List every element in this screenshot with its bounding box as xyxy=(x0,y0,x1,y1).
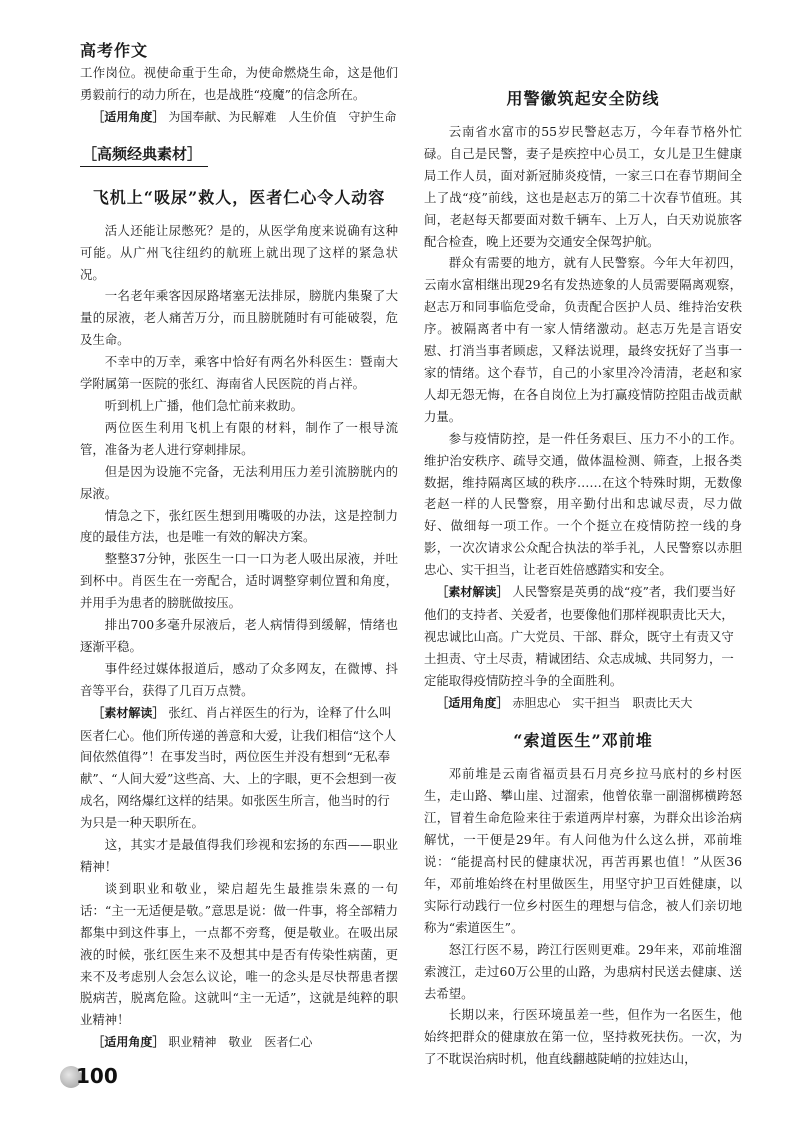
article-title-cable-doctor: “索道医生”邓前堆 xyxy=(513,731,653,751)
right-interp-text: 人民警察是英勇的战“疫”者，我们要当好他们的支持者、关爱者，也要像他们那样视职责比天大，视忠诚比山高。广大党员、干部、群众，既守土有责又守土担责、守土尽责，精诚团结、众志成城、共同努力，一定能取得疫情防控斗争的全面胜利。 xyxy=(424,584,736,688)
left-interp-label: ［素材解读］ xyxy=(92,705,165,720)
article-title-police: 用警徽筑起安全防线 xyxy=(506,89,660,108)
closing-applicable-angle xyxy=(80,1031,398,1054)
right-column xyxy=(424,86,742,1070)
left-paragraph-9: 排出700多毫升尿液后，老人病情得到缓解，情绪也逐渐平稳。 xyxy=(80,617,398,654)
right-paragraph-5: 怒江行医不易，跨江行医则更难。29年来，邓前堆溜索渡江，走过60万公里的山路，为患病村民送去健康、送去希望。 xyxy=(424,941,742,1001)
right-paragraph-2: 群众有需要的地方，就有人民警察。今年大年初四，云南水富相继出现29名有发热迹象的人员需要隔离观察，赵志万和同事临危受命，负责配合医护人员、维持治安秩序。被隔离者中有一家人情绪激动。赵志万先是言语安慰、打消当事者顾虑，又释法说理，最终安抚好了当事一家的情绪。这个春节，自己的小家里冷冷清清，老赵和家人却无怨无悔，在各自岗位上为打赢疫情防控阻击战贡献力量。 xyxy=(424,255,742,424)
intro-tag-text: 为国奉献、为民解难 人生价值 守护生命 xyxy=(168,109,397,124)
left-paragraph-5: 两位医生利用飞机上有限的材料，制作了一根导流管，准备为老人进行穿刺排尿。 xyxy=(80,419,398,457)
right-applicable-angle xyxy=(424,692,742,715)
right-paragraph-1: 云南省水富市的55岁民警赵志万，今年春节格外忙碌。自己是民警，妻子是疾控中心员工，女儿是卫生健康局工作人员，面对新冠肺炎疫情，一家三口在春节期间全上了战“疫”前线，这也是赵志万的第二十次春节值班。其间，老赵每天都要面对数千辆车、上万人，白天劝说旅客配合检查，晚上还要为交通安全保驾护航。 xyxy=(424,124,742,249)
right-paragraph-4: 邓前堆是云南省福贡县石月亮乡拉马底村的乡村医生，走山路、攀山崖、过溜索，他曾依靠一副溜梆横跨怒江，冒着生命危险来往于索道两岸村寨，为群众出诊治病解忧，一干便是29年。有人问他为什么这么拼，邓前堆说：“能提高村民的健康状况，再苦再累也值！”从医36年，邓前堆始终在村里做医生，用坚守护卫百姓健康，以实际行动践行一位乡村医生的理想与信念，被人们亲切地称为“索道医生”。 xyxy=(424,766,742,935)
left-interp-text: 张红、肖占祥医生的行为，诠释了什么叫医者仁心。他们所传递的善意和大爱，让我们相信“这个人间依然值得”！在事发当时，两位医生并没有想到“无私奉献”、“人间大爱”这些高、大、上的字眼，更不会想到一夜成名，网络爆红这样的结果。如张医生所言，他当时的行为只是一种天职所在。 xyxy=(80,704,397,831)
right-interp-label: ［素材解读］ xyxy=(436,585,509,600)
section-label: ［高频经典素材］ xyxy=(80,141,208,167)
right-tag-label: ［适用角度］ xyxy=(436,695,509,710)
left-paragraph-1: 活人还能让尿憋死？是的，从医学角度来说确有这种可能。从广州飞往纽约的航班上就出现了这样的紧急状况。 xyxy=(80,222,398,282)
left-interpretation xyxy=(80,702,398,834)
closing-tag-label: ［适用角度］ xyxy=(92,1035,165,1050)
page-folio xyxy=(60,1062,118,1092)
left-closing-2: 谈到职业和敬业，梁启超先生最推崇朱熹的一句话：“主一无适便是敬。”意思是说：做一件事，将全部精力都集中到这件事上，一点都不旁骛，便是敬业。在吸出尿液的时候，张红医生来不及想其中是否有传染性病菌，更来不及考虑别人会怎么议论，唯一的念头是尽快帮患者摆脱病苦，脱离危险。这就叫“主一无适”，这就是纯粹的职业精神！ xyxy=(80,880,398,1028)
right-paragraph-3: 参与疫情防控，是一件任务艰巨、压力不小的工作。维护治安秩序、疏导交通，做体温检测、筛查，上报各类数据，维持隔离区域的秩序……在这个特殊时期，无数像老赵一样的人民警察，用辛勤付出和忠诚尽责，尽力做好、做细每一项工作。一个个挺立在疫情防控一线的身影，一次次请求公众配合执法的举手礼，人民警察以赤胆忠心、实干担当，让老百姓倍感踏实和安全。 xyxy=(424,430,742,578)
article-title-left: 飞机上“吸尿”救人，医者仁心令人动容 xyxy=(92,187,386,207)
left-paragraph-8: 整整37分钟，张医生一口一口为老人吸出尿液，并吐到杯中。肖医生在一旁配合，适时调整穿刺位置和角度，并用手为患者的膀胱做按压。 xyxy=(80,551,398,611)
running-head: 高考作文 xyxy=(80,41,149,60)
right-interpretation xyxy=(424,581,742,692)
left-paragraph-4: 听到机上广播，他们急忙前来救助。 xyxy=(104,397,304,413)
intro-applicable-angle xyxy=(80,106,398,129)
left-closing-1: 这，其实才是最值得我们珍视和宏扬的东西——职业精神！ xyxy=(80,837,398,874)
left-paragraph-2: 一名老年乘客因尿路堵塞无法排尿，膀胱内集聚了大量的尿液，老人痛苦万分，而且膀胱随时有可能破裂，危及生命。 xyxy=(80,288,398,348)
left-paragraph-6: 但是因为设施不完备，无法利用压力差引流膀胱内的尿液。 xyxy=(80,463,398,501)
left-column xyxy=(80,62,398,1054)
left-paragraph-3: 不幸中的万幸，乘客中恰好有两名外科医生：暨南大学附属第一医院的张红、海南省人民医院的肖占祥。 xyxy=(80,354,398,392)
intro-tag-label: ［适用角度］ xyxy=(92,109,165,124)
closing-tag-text: 职业精神 敬业 医者仁心 xyxy=(168,1035,313,1050)
left-paragraph-7: 情急之下，张红医生想到用嘴吸的办法，这是控制力度的最佳方法，也是唯一有效的解决方案。 xyxy=(80,507,398,545)
right-tag-text: 赤胆忠心 实干担当 职责比天大 xyxy=(512,695,693,710)
left-paragraph-10: 事件经过媒体报道后，感动了众多网友，在微博、抖音等平台，获得了几百万点赞。 xyxy=(80,660,398,698)
right-paragraph-6: 长期以来，行医环境虽差一些，但作为一名医生，他始终把群众的健康放在第一位，坚持救死扶伤。一次，为了不耽误治病时机，他直线翻越陡峭的拉娃达山， xyxy=(424,1007,742,1067)
page-number: 100 xyxy=(76,1064,118,1088)
intro-paragraph: 工作岗位。视使命重于生命，为使命燃烧生命，这是他们勇毅前行的动力所在，也是战胜“疫魔”的信念所在。 xyxy=(80,65,398,102)
